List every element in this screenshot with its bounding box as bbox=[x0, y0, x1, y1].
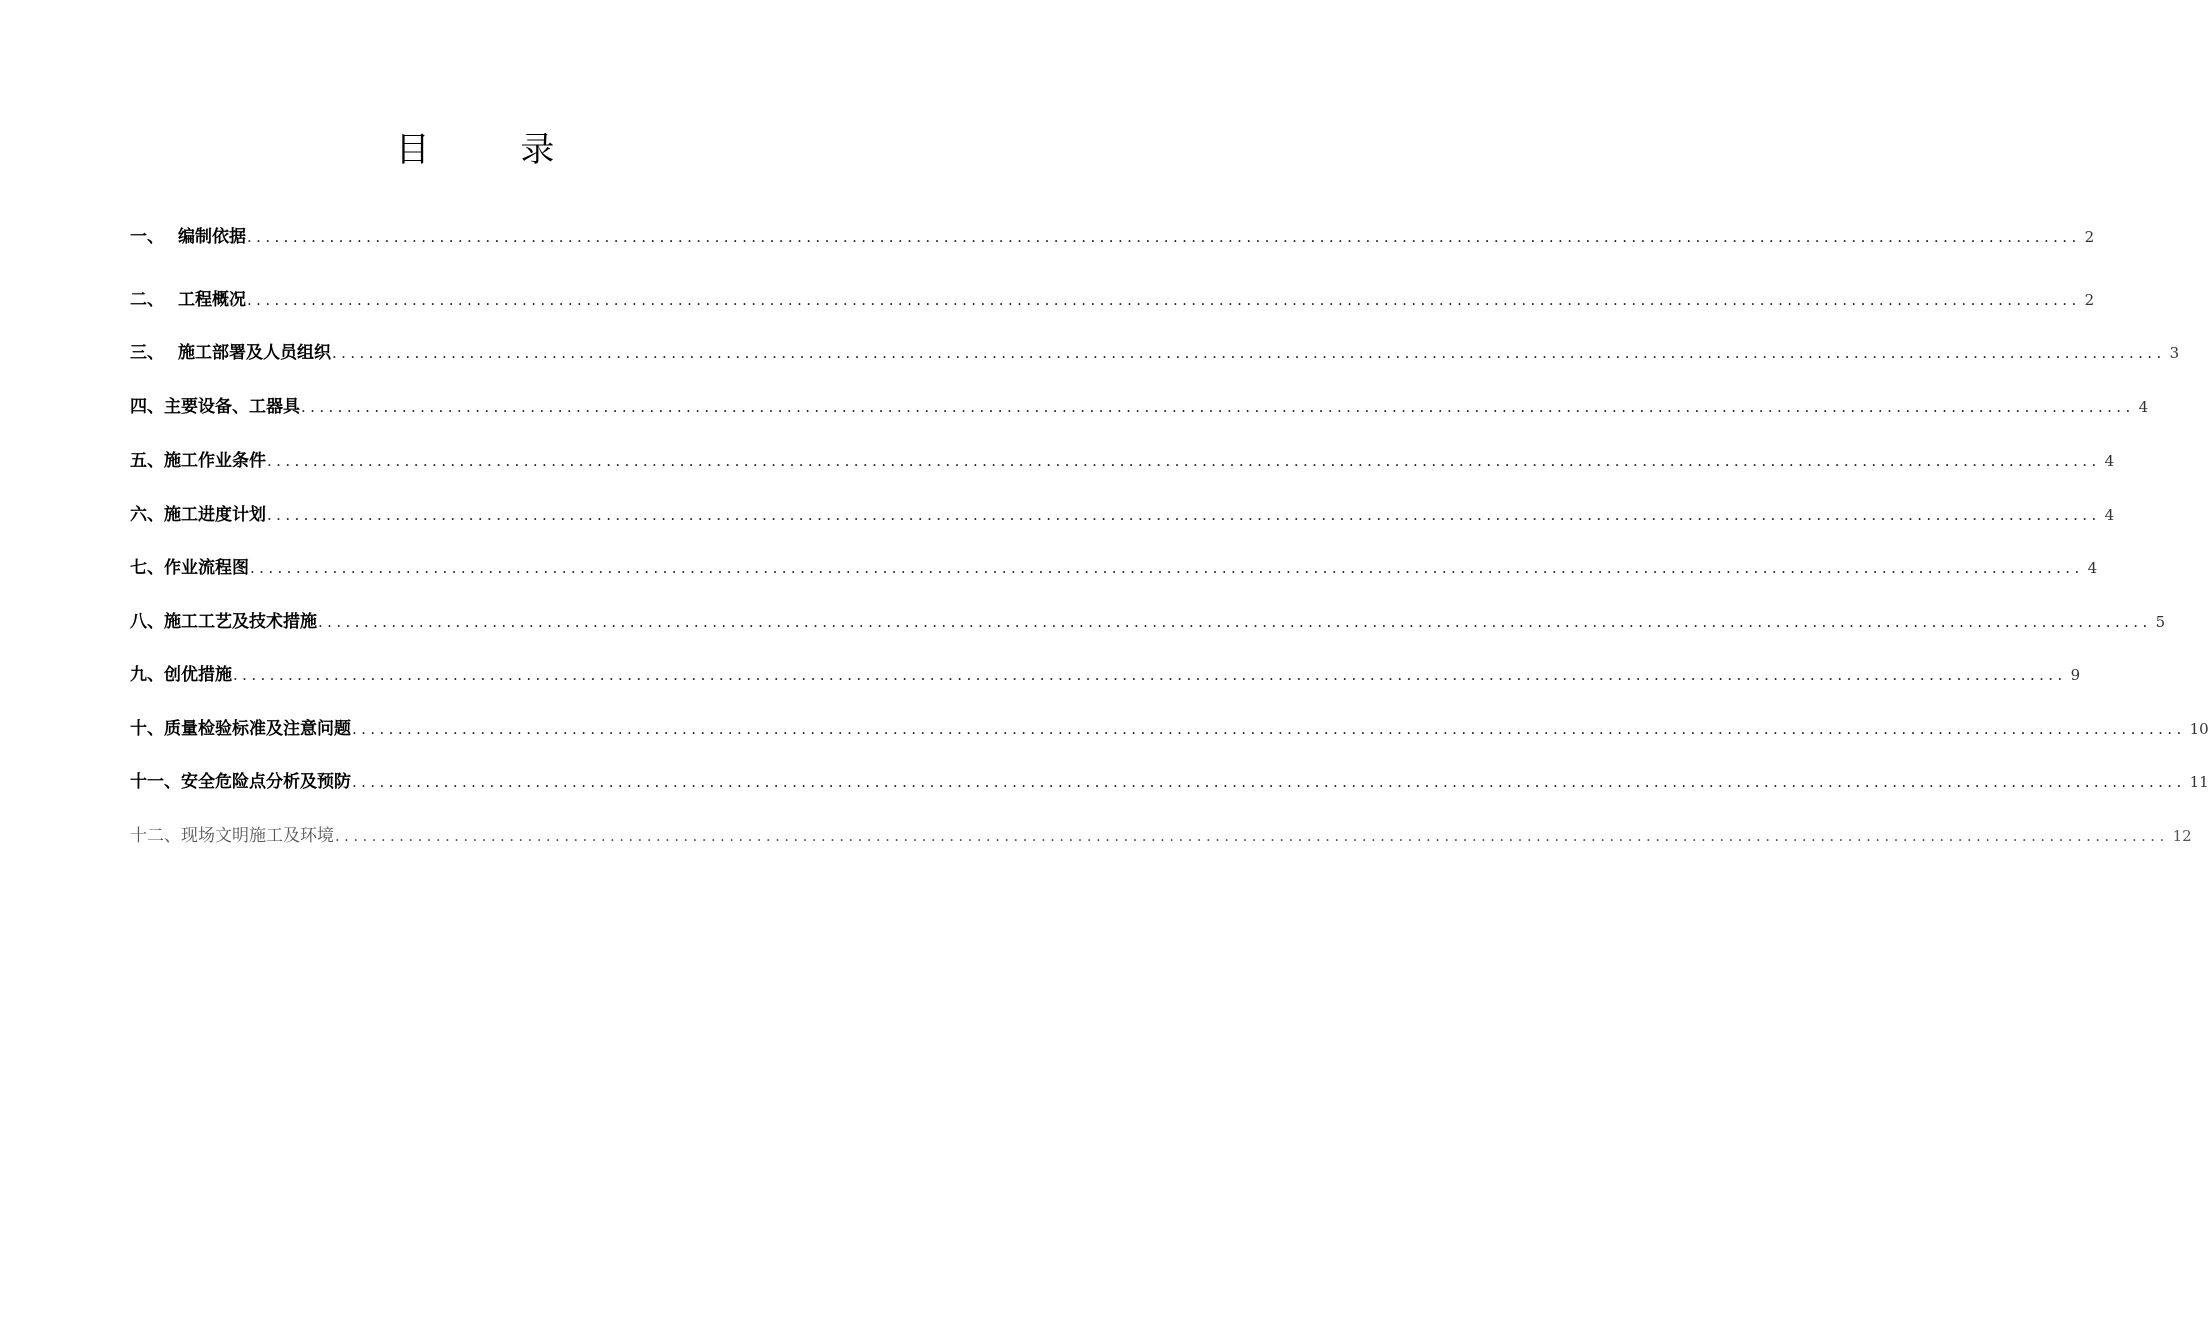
toc-entry-label bbox=[130, 663, 232, 687]
toc-dot-leader: ........................................................................................................................................................................................................ bbox=[267, 452, 2101, 470]
toc-dot-leader: ........................................................................................................................................................................................................ bbox=[267, 506, 2101, 524]
toc-entry-label bbox=[130, 610, 317, 634]
toc-entry-1[interactable] bbox=[130, 225, 2095, 249]
toc-entry-number: 九、 bbox=[130, 665, 164, 685]
toc-entry-number: 五、 bbox=[130, 451, 164, 471]
toc-entry-number: 十、 bbox=[130, 719, 164, 739]
toc-dot-leader: ........................................................................................................................................................................................................ bbox=[318, 613, 2152, 631]
toc-entry-label bbox=[130, 824, 334, 848]
toc-dot-leader: ........................................................................................................................................................................................................ bbox=[301, 398, 2135, 416]
toc-entry-label bbox=[130, 503, 266, 527]
toc-entry-number: 八、 bbox=[130, 612, 164, 632]
toc-page-number: 4 bbox=[2138, 398, 2149, 416]
toc-entry-title: 施工进度计划 bbox=[164, 505, 266, 525]
toc-entry-10[interactable] bbox=[130, 717, 2209, 741]
toc-entry-title: 质量检验标准及注意问题 bbox=[164, 719, 351, 739]
toc-entry-label bbox=[130, 341, 331, 365]
toc-entry-number: 四、 bbox=[130, 397, 164, 417]
toc-dot-leader: ........................................................................................................................................................................................................ bbox=[352, 773, 2186, 791]
toc-entry-title: 现场文明施工及环境 bbox=[181, 826, 334, 846]
toc-entry-title: 作业流程图 bbox=[164, 558, 249, 578]
toc-entry-2[interactable] bbox=[130, 288, 2095, 312]
toc-entry-number: 十一、 bbox=[130, 772, 181, 792]
toc-entry-4[interactable] bbox=[130, 395, 2149, 419]
toc-entry-title: 施工部署及人员组织 bbox=[178, 343, 331, 363]
toc-entry-title: 编制依据 bbox=[178, 227, 246, 247]
toc-entry-label bbox=[130, 449, 266, 473]
toc-entry-label bbox=[130, 717, 351, 741]
toc-page-number: 4 bbox=[2104, 452, 2115, 470]
toc-page-number: 3 bbox=[2169, 344, 2180, 362]
toc-entry-title: 施工作业条件 bbox=[164, 451, 266, 471]
toc-page-number: 9 bbox=[2070, 666, 2081, 684]
toc-dot-leader: ........................................................................................................................................................................................................ bbox=[352, 720, 2186, 738]
page-title: 目 录 bbox=[395, 130, 595, 170]
toc-entry-number: 二、 bbox=[130, 290, 164, 310]
toc-entry-title: 创优措施 bbox=[164, 665, 232, 685]
toc-entry-7[interactable] bbox=[130, 556, 2098, 580]
toc-page-number: 4 bbox=[2087, 559, 2098, 577]
toc-page-number: 12 bbox=[2172, 827, 2192, 845]
toc-page-number: 2 bbox=[2084, 228, 2095, 246]
toc-entry-12[interactable] bbox=[130, 824, 2192, 848]
toc-entry-title: 施工工艺及技术措施 bbox=[164, 612, 317, 632]
toc-entry-label bbox=[130, 225, 246, 249]
toc-entry-title: 安全危险点分析及预防 bbox=[181, 772, 351, 792]
toc-entry-3[interactable] bbox=[130, 341, 2180, 365]
toc-dot-leader: ........................................................................................................................................................................................................ bbox=[332, 344, 2166, 362]
toc-entry-title: 工程概况 bbox=[178, 290, 246, 310]
toc-entry-label bbox=[130, 770, 351, 794]
toc-entry-title: 主要设备、工器具 bbox=[164, 397, 300, 417]
toc-page-number: 11 bbox=[2189, 773, 2209, 791]
toc-entry-number: 十二、 bbox=[130, 826, 181, 846]
toc-entry-5[interactable] bbox=[130, 449, 2115, 473]
toc-dot-leader: ........................................................................................................................................................................................................ bbox=[247, 228, 2081, 246]
toc-page-number: 4 bbox=[2104, 506, 2115, 524]
toc-dot-leader: ........................................................................................................................................................................................................ bbox=[247, 291, 2081, 309]
toc-page-number: 5 bbox=[2155, 613, 2166, 631]
toc-entry-number: 七、 bbox=[130, 558, 164, 578]
toc-entry-label bbox=[130, 556, 249, 580]
toc-entry-number: 三、 bbox=[130, 343, 164, 363]
toc-dot-leader: ........................................................................................................................................................................................................ bbox=[233, 666, 2067, 684]
toc-dot-leader: ........................................................................................................................................................................................................ bbox=[250, 559, 2084, 577]
toc-entry-number: 一、 bbox=[130, 227, 164, 247]
toc-entry-11[interactable] bbox=[130, 770, 2209, 794]
toc-entry-9[interactable] bbox=[130, 663, 2081, 687]
toc-entry-label bbox=[130, 288, 246, 312]
toc-page-number: 2 bbox=[2084, 291, 2095, 309]
toc-entry-number: 六、 bbox=[130, 505, 164, 525]
toc-page-number: 10 bbox=[2189, 720, 2209, 738]
toc-entry-label bbox=[130, 395, 300, 419]
toc-entry-8[interactable] bbox=[130, 610, 2166, 634]
toc-dot-leader: ........................................................................................................................................................................................................ bbox=[335, 827, 2169, 845]
toc-entry-6[interactable] bbox=[130, 503, 2115, 527]
